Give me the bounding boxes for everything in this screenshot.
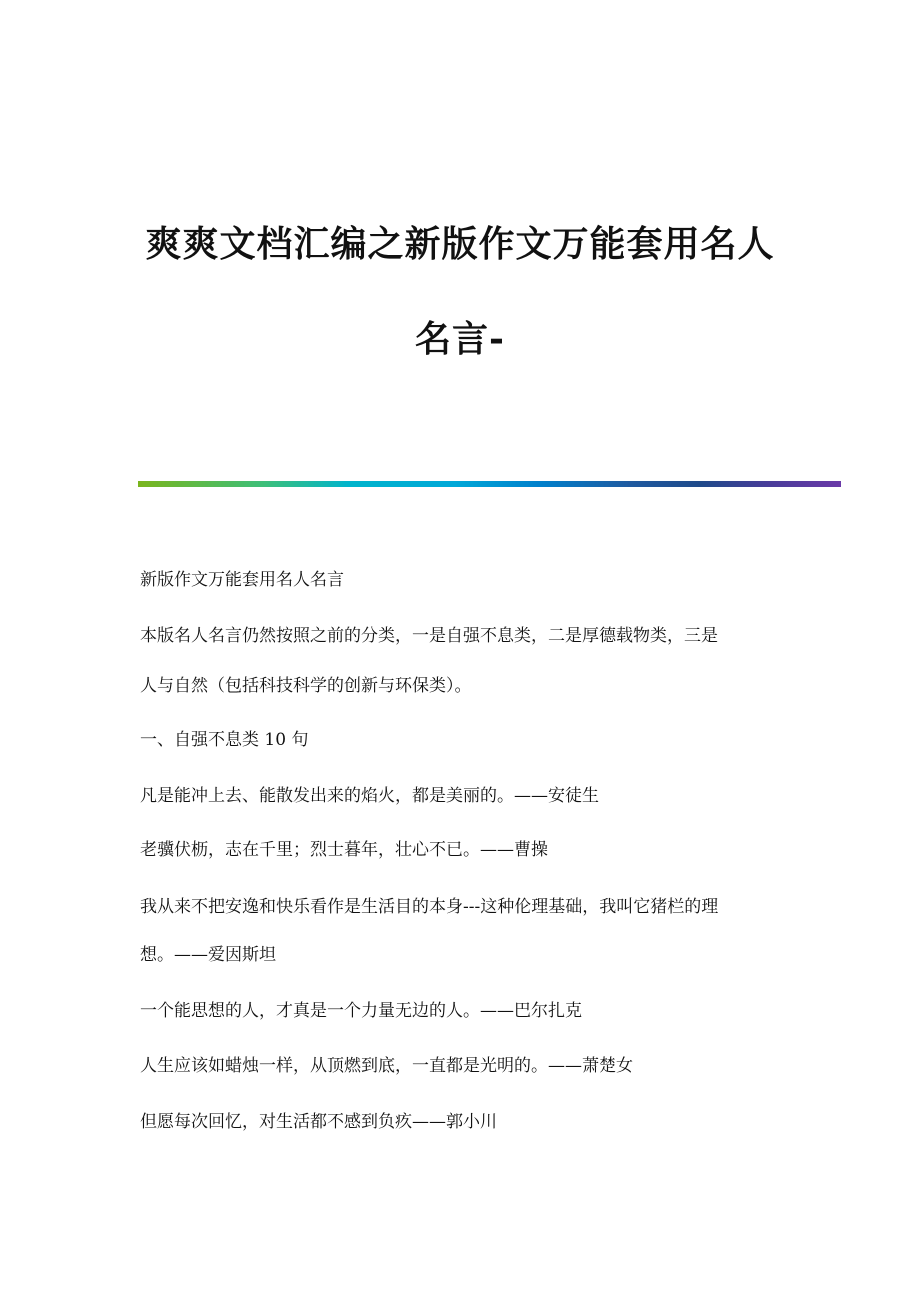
quote-line: 想。——爱因斯坦 [140, 945, 276, 965]
document-title-line-2: 名言- [415, 318, 505, 360]
quote-line: 但愿每次回忆，对生活都不感到负疚——郭小川 [140, 1112, 497, 1132]
paragraph-line: 本版名人名言仍然按照之前的分类，一是自强不息类，二是厚德载物类，三是 [140, 626, 718, 646]
quote-line: 我从来不把安逸和快乐看作是生活目的本身---这种伦理基础，我叫它猪栏的理 [140, 897, 719, 917]
paragraph-line: 人与自然（包括科技科学的创新与环保类）。 [140, 676, 472, 696]
category-heading: 一、自强不息类 10 句 [140, 730, 309, 750]
section-heading: 新版作文万能套用名人名言 [140, 570, 344, 590]
quote-line: 凡是能冲上去、能散发出来的焰火，都是美丽的。——安徒生 [140, 786, 599, 806]
quote-line: 老骥伏枥，志在千里；烈士暮年，壮心不已。——曹操 [140, 840, 548, 860]
quote-line: 人生应该如蜡烛一样，从顶燃到底，一直都是光明的。——萧楚女 [140, 1056, 633, 1076]
document-title-line-1: 爽爽文档汇编之新版作文万能套用名人 [145, 223, 775, 265]
gradient-divider [138, 481, 841, 487]
quote-line: 一个能思想的人，才真是一个力量无边的人。——巴尔扎克 [140, 1001, 582, 1021]
